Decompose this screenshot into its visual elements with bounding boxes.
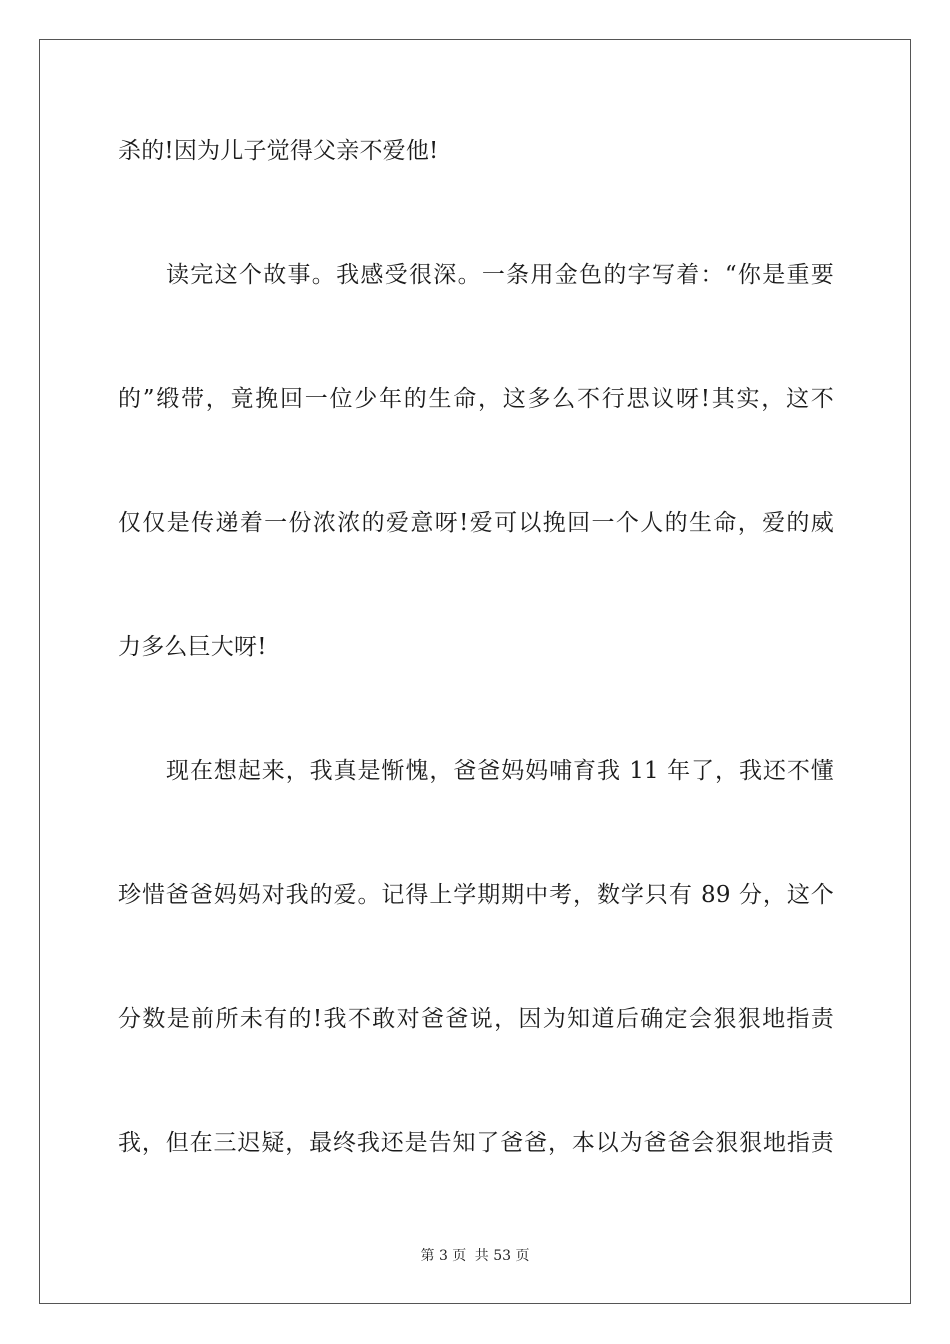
paragraph-line: 的”缎带，竟挽回一位少年的生命，这多么不行思议呀!其实，这不 [118, 386, 834, 412]
page-footer [0, 1247, 950, 1265]
page-border [39, 39, 911, 1304]
paragraph-line: 力多么巨大呀! [118, 634, 267, 660]
paragraph-line: 读完这个故事。我感受很深。一条用金色的字写着：“你是重要 [166, 262, 834, 288]
page-total: 共 53 页 [474, 1248, 530, 1264]
page-number: 第 3 页 [420, 1248, 467, 1264]
paragraph-line: 我，但在三迟疑，最终我还是告知了爸爸，本以为爸爸会狠狠地指责 [118, 1130, 834, 1156]
paragraph-line: 分数是前所未有的!我不敢对爸爸说，因为知道后确定会狠狠地指责 [118, 1006, 834, 1032]
paragraph-line: 现在想起来，我真是惭愧，爸爸妈妈哺育我 11 年了，我还不懂 [166, 758, 834, 784]
paragraph-line: 珍惜爸爸妈妈对我的爱。记得上学期期中考，数学只有 89 分，这个 [118, 882, 834, 908]
paragraph-line: 仅仅是传递着一份浓浓的爱意呀!爱可以挽回一个人的生命，爱的威 [118, 510, 834, 536]
paragraph-line: 杀的!因为儿子觉得父亲不爱他! [118, 138, 439, 164]
